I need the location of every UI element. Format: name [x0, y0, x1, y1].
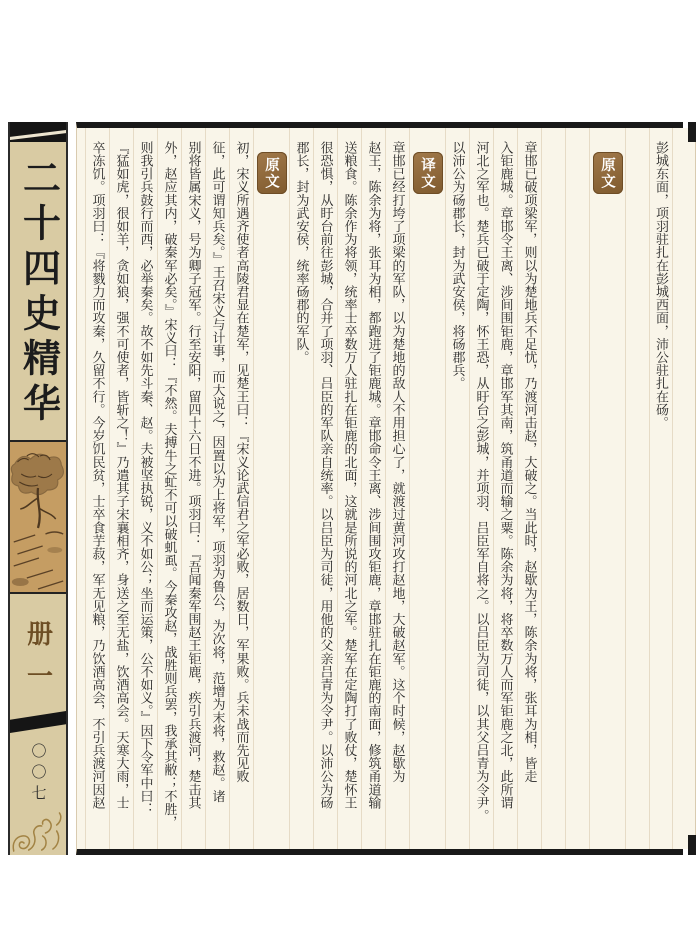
volume-block [10, 594, 66, 711]
translation-label-badge: 译文 [413, 152, 443, 194]
original-2-label-slot [253, 128, 289, 849]
ink-landscape-painting-icon [10, 440, 66, 594]
empty-column [565, 128, 589, 849]
frame-gap-bottom-right [683, 849, 688, 855]
spine-footer [10, 733, 66, 855]
original-2-column-6: 『猛如虎，很如羊，贪如狼，强不可使者，皆斩之！』乃遣其子宋襄相齐，身送之至无盐，饮酒高会。天寒大雨，士 [109, 128, 133, 849]
series-title-block [10, 142, 66, 440]
original-2-column-7: 卒冻饥。项羽曰：『将戮力而攻秦，久留不行。今岁饥民贫，士卒食芋菽，军无见粮，乃饮酒高会，不引兵渡河因赵 [85, 128, 109, 849]
empty-column [541, 128, 565, 849]
original-2-column-5: 则我引兵鼓行而西，必举秦矣。故不如先斗秦、赵。夫被坚执锐，义不如公；坐而运策，公不如义。』因下令军中曰： [133, 128, 157, 849]
original-2-column-3: 别将皆属宋义，号为卿子冠军。行至安阳，留四十六日不进。项羽曰：『吾闻秦军围赵王钜鹿，疾引兵渡河，楚击其 [181, 128, 205, 849]
original-label-badge: 原文 [593, 152, 623, 194]
original-label-badge: 原文 [257, 152, 287, 194]
original-2-column-1: 初，宋义所遇齐使者高陵君显在楚军，见楚王曰：『宋义论武信君之军必败，居数日，军果败。兵未战而先见败 [229, 128, 253, 849]
frame-gap-top-right [683, 122, 688, 128]
frame-tab-bottom-right [688, 835, 696, 855]
text-page [76, 122, 696, 855]
spine-divider-band [10, 711, 66, 733]
spine-top-band [10, 122, 66, 142]
prev-translation-column: 彭城东面，项羽驻扎在彭城西面，沛公驻扎在砀。 [649, 128, 673, 849]
frame-tab-top-right [688, 122, 696, 142]
translation-1-column-2: 赵王，陈余为将，张耳为相，都跑进了钜鹿城。章邯命令王离、涉间围攻钜鹿，章邯驻扎在钜鹿的南面，修筑甬道输 [361, 128, 385, 849]
original-1-column-3: 河北之军也。楚兵已破于定陶，怀王恐，从盱台之彭城，并项羽、吕臣军自将之。以吕臣为司徒，以其父吕青为令尹。 [469, 128, 493, 849]
empty-column [625, 128, 649, 849]
translation-1-label-slot [409, 128, 445, 849]
original-1-column-4: 以沛公为砀郡长，封为武安侯，将砀郡兵。 [445, 128, 469, 849]
original-2-column-4: 外，赵应其内，破秦军必矣。』宋义曰：『不然。夫搏牛之虻不可以破虮虱。今秦攻赵，战胜则兵罢，我承其敝；不胜， [157, 128, 181, 849]
translation-1-column-5: 郡长，封为武安侯，统率砀郡的军队。 [289, 128, 313, 849]
translation-1-column-4: 很恐惧，从盱台前往彭城，合并了项羽、吕臣的军队亲自统率。以吕臣为司徒，用他的父亲吕青为令尹。以沛公为砀 [313, 128, 337, 849]
translation-1-column-1: 章邯已经打垮了项梁的军队，以为楚地的敌人不用担心了，就渡过黄河攻打赵地，大破赵军。这个时候，赵歇为 [385, 128, 409, 849]
original-1-label-slot [589, 128, 625, 849]
spine-sidebar [8, 122, 68, 855]
volume-label: 册一 [23, 620, 53, 704]
series-title: 二十四史精华 [16, 158, 59, 428]
original-2-column-2: 征，此可谓知兵矣。』王召宋义与计事，而大说之，因置以为上将军，项羽为鲁公，为次将，范增为末将，救赵。诸 [205, 128, 229, 849]
page-number: 〇〇七 [29, 743, 46, 806]
original-1-column-2: 入钜鹿城。章邯令王离、涉间围钜鹿，章邯军其南，筑甬道而输之粟。陈余为将，将卒数万人而军钜鹿之北，此所谓 [493, 128, 517, 849]
translation-1-column-3: 送粮食。陈余作为将领，统率士卒数万人驻扎在钜鹿的北面，这就是所说的河北之军。楚军在定陶打了败仗，楚怀王 [337, 128, 361, 849]
original-1-column-1: 章邯已破项梁军，则以为楚地兵不足忧，乃渡河击赵，大破之。当此时，赵歇为王，陈余为将，张耳为相，皆走 [517, 128, 541, 849]
cloud-scroll-ornament-icon [10, 803, 66, 853]
